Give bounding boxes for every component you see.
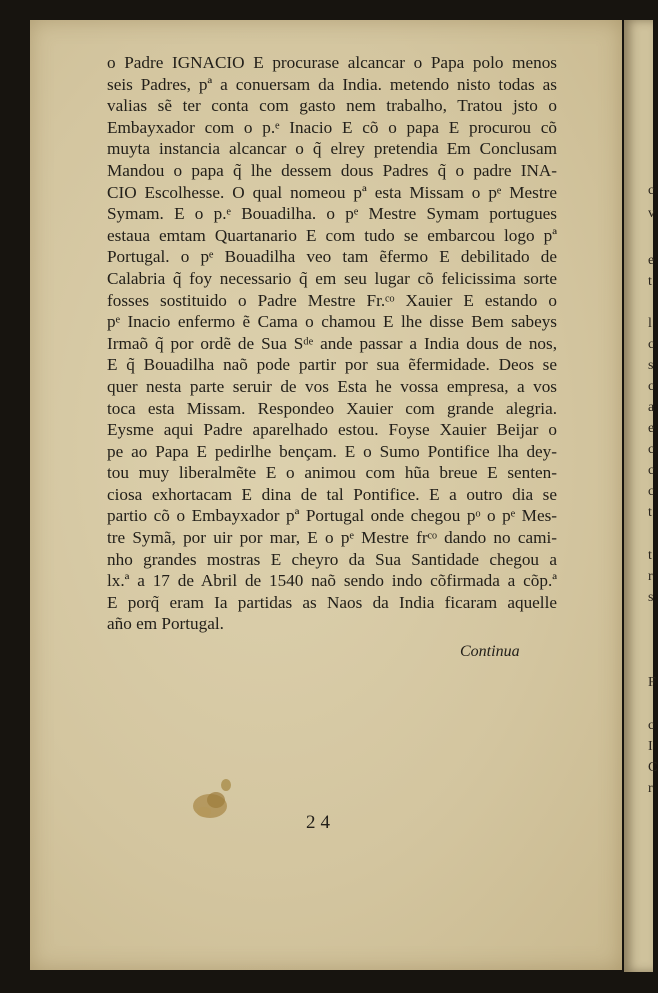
- text-line: seis Padres, pª a conuersam da India. metendo nisto todas as: [107, 74, 557, 94]
- text-line: Eysme aqui Padre aparelhado estou. Foyse Xauier Beijar o: [107, 420, 557, 440]
- body-text: [107, 52, 557, 635]
- edge-letter: s: [648, 590, 654, 605]
- edge-letter: c: [648, 463, 655, 478]
- text-line: ciosa exhortacam E dina de tal Pontifice. E a outro dia se: [107, 484, 557, 504]
- text-line: fosses sostituido o Padre Mestre Fr.ᶜᵒ Xauier E estando o: [107, 290, 557, 310]
- edge-letter: r: [648, 569, 653, 584]
- edge-letter: c: [648, 337, 655, 352]
- continua-label: Continua: [460, 643, 520, 660]
- text-line: tou muy liberalmẽte E o animou com hũa breue E senten-: [107, 463, 557, 483]
- text-line: valias sẽ ter conta com gasto nem trabalho, Tratou jsto o: [107, 96, 557, 116]
- text-line: pᵉ Inacio enfermo ẽ Cama o chamou E lhe disse Bem sabeys: [107, 312, 557, 332]
- edge-letter: c: [648, 183, 655, 198]
- edge-letter: t: [648, 505, 652, 520]
- edge-letter: s: [648, 358, 654, 373]
- text-line: o Padre IGNACIO E procurase alcancar o Papa polo menos: [107, 53, 557, 72]
- text-line: nho grandes mostras E cheyro da Sua Santidade chegou a: [107, 549, 557, 569]
- text-line: pe ao Papa E pedirlhe bençam. E o Sumo Pontifice lha dey-: [107, 441, 557, 461]
- text-line: Calabria q̃ foy necessario q̃ em seu lugar cõ felicissima sorte: [107, 268, 557, 288]
- edge-letter: C: [648, 760, 658, 775]
- edge-letter: c: [648, 379, 655, 394]
- edge-letter: a: [648, 400, 655, 415]
- text-line: muyta instancia alcancar o q̃ elrey pretendia Em Conclusam: [107, 139, 557, 159]
- text-line: E porq̃ eram Ia partidas as Naos da India ficaram aquelle: [107, 592, 557, 612]
- edge-letter: F: [648, 675, 656, 690]
- text-line: quer nesta parte seruir de vos Esta he vossa empresa, a vos: [107, 376, 557, 396]
- text-line: tre Symã, por uir por mar, E o pᵉ Mestre frᶜᵒ dando no cami-: [107, 528, 557, 548]
- text-line: año em Portugal.: [107, 614, 224, 634]
- text-line: estaua emtam Quartanario E com tudo se embarcou logo pª: [107, 225, 557, 245]
- text-line: partio cõ o Embayxador pª Portugal onde chegou pᵒ o pᵉ Mes-: [107, 506, 557, 526]
- text-line: Embayxador com o p.ᵉ Inacio E cõ o papa E procurou cõ: [107, 117, 557, 137]
- text-line: CIO Escolhesse. O qual nomeou pª esta Missam o pᵉ Mestre: [107, 182, 557, 202]
- edge-letter: c: [648, 484, 655, 499]
- edge-letter: t: [648, 548, 652, 563]
- edge-letter: l: [648, 316, 652, 331]
- text-line: lx.ª a 17 de Abril de 1540 naõ sendo indo cõfirmada a cõp.ª: [107, 571, 557, 591]
- text-line: E q̃ Bouadilha naõ pode partir por sua ẽfermidade. Deos se: [107, 355, 557, 375]
- edge-letter: e: [648, 253, 655, 268]
- edge-letter: v: [648, 206, 655, 221]
- text-line: Irmaõ q̃ por ordẽ de Sua Sᵈᵉ ande passar a India dous de nos,: [107, 333, 557, 353]
- edge-letter: c: [648, 718, 655, 733]
- edge-letter: r: [648, 781, 653, 796]
- edge-letter: c: [648, 442, 655, 457]
- edge-letter: e: [648, 421, 655, 436]
- text-line: toca esta Missam. Respondeo Xauier com grande alegria.: [107, 398, 557, 418]
- adjacent-page-letters: [648, 0, 658, 993]
- text-line: Portugal. o pᵉ Bouadilha veo tam ẽfermo E debilitado de: [107, 247, 557, 267]
- text-line: Symam. E o p.ᵉ Bouadilha. o pᵉ Mestre Symam portugues: [107, 204, 557, 224]
- edge-letter: t: [648, 274, 652, 289]
- edge-letter: I: [648, 739, 653, 754]
- text-line: Mandou o papa q̃ lhe dessem dous Padres q̃ o padre INA-: [107, 160, 557, 180]
- page-number: 24: [306, 812, 335, 833]
- ink-stain-icon: [188, 776, 240, 822]
